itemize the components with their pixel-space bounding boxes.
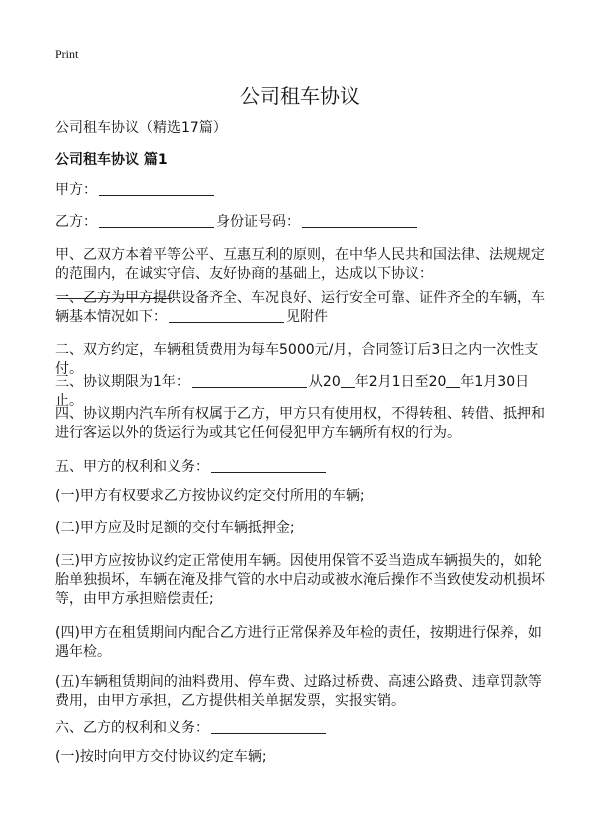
party-a-label: 甲方： — [55, 182, 97, 198]
party-b-blank — [99, 213, 214, 228]
document-title: 公司租车协议 — [240, 84, 360, 108]
print-link[interactable]: Print — [55, 47, 79, 61]
party-b-line — [55, 213, 550, 232]
intro-text: 甲、乙双方本着平等公平、互惠互利的原则，在中华人民共和国法律、法规规定的范围内，在诚实守信、友好协商的基础上，达成以下协议： — [55, 247, 545, 282]
party-a-line — [55, 181, 550, 200]
clause-3-to: 年2月1日至20 — [354, 374, 447, 390]
party-a-blank — [99, 181, 214, 196]
clause-5-item-1: (一)甲方有权要求乙方按协议约定交付所用的车辆; — [55, 488, 365, 504]
clause-5-item-5: (五)车辆租赁期间的油料费用、停车费、过路过桥费、高速公路费、违章罚款等费用，由甲方承担，乙方提供相关单据发票，实报实销。 — [55, 674, 542, 709]
clause-4: 四、协议期内汽车所有权属于乙方，甲方只有使用权，不得转租、转借、抵押和进行客运以外的货运行为或其它任何侵犯甲方车辆所有权的行为。 — [55, 406, 545, 441]
clause-6-blank — [211, 719, 326, 734]
clause-1-blank — [169, 308, 284, 323]
clause-3-from: 从20 — [308, 374, 341, 390]
clause-5-item-4: (四)甲方在租赁期间内配合乙方进行正常保养及年检的责任，按期进行保养，如遇年检。 — [55, 625, 542, 660]
party-b-label: 乙方： — [55, 214, 97, 230]
clause-3-text: 三、协议期限为1年： — [55, 374, 190, 390]
section-heading: 公司租车协议 篇1 — [55, 152, 168, 168]
clause-6-item-1: (一)按时向甲方交付协议约定车辆; — [55, 749, 267, 765]
clause-5-blank — [211, 458, 326, 473]
clause-5-item-2: (二)甲方应及时足额的交付车辆抵押金; — [55, 520, 295, 536]
id-number-label: 身份证号码： — [216, 214, 300, 230]
clause-5-item-3: (三)甲方应按协议约定正常使用车辆。因使用保管不妥当造成车辆损失的，如轮胎单独损坏，车辆在淹及排气管的水中启动或被水淹后操作不当致使发动机损坏等，由甲方承担赔偿责任; — [55, 553, 545, 607]
clause-1-attachment: 见附件 — [286, 309, 328, 325]
clause-5 — [55, 458, 550, 477]
clause-1 — [55, 289, 550, 327]
subtitle: 公司租车协议（精选17篇） — [55, 120, 227, 136]
year-blank — [341, 375, 355, 388]
clause-3-blank — [192, 373, 307, 388]
id-number-blank — [302, 213, 417, 228]
clause-1-text: 一、乙方为甲方提供设备齐全、车况良好、运行安全可靠、证件齐全的车辆，车辆基本情况如下： — [55, 290, 545, 325]
clause-6 — [55, 719, 550, 738]
clause-6-text: 六、乙方的权利和义务： — [55, 720, 209, 736]
clause-5-text: 五、甲方的权利和义务： — [55, 459, 209, 475]
clause-3-end: 年1月30日止。 — [55, 374, 530, 409]
year-blank — [446, 375, 460, 388]
clause-2: 二、双方约定，车辆租赁费用为每车5000元/月，合同签订后3日之内一次性支付。 — [55, 342, 539, 377]
